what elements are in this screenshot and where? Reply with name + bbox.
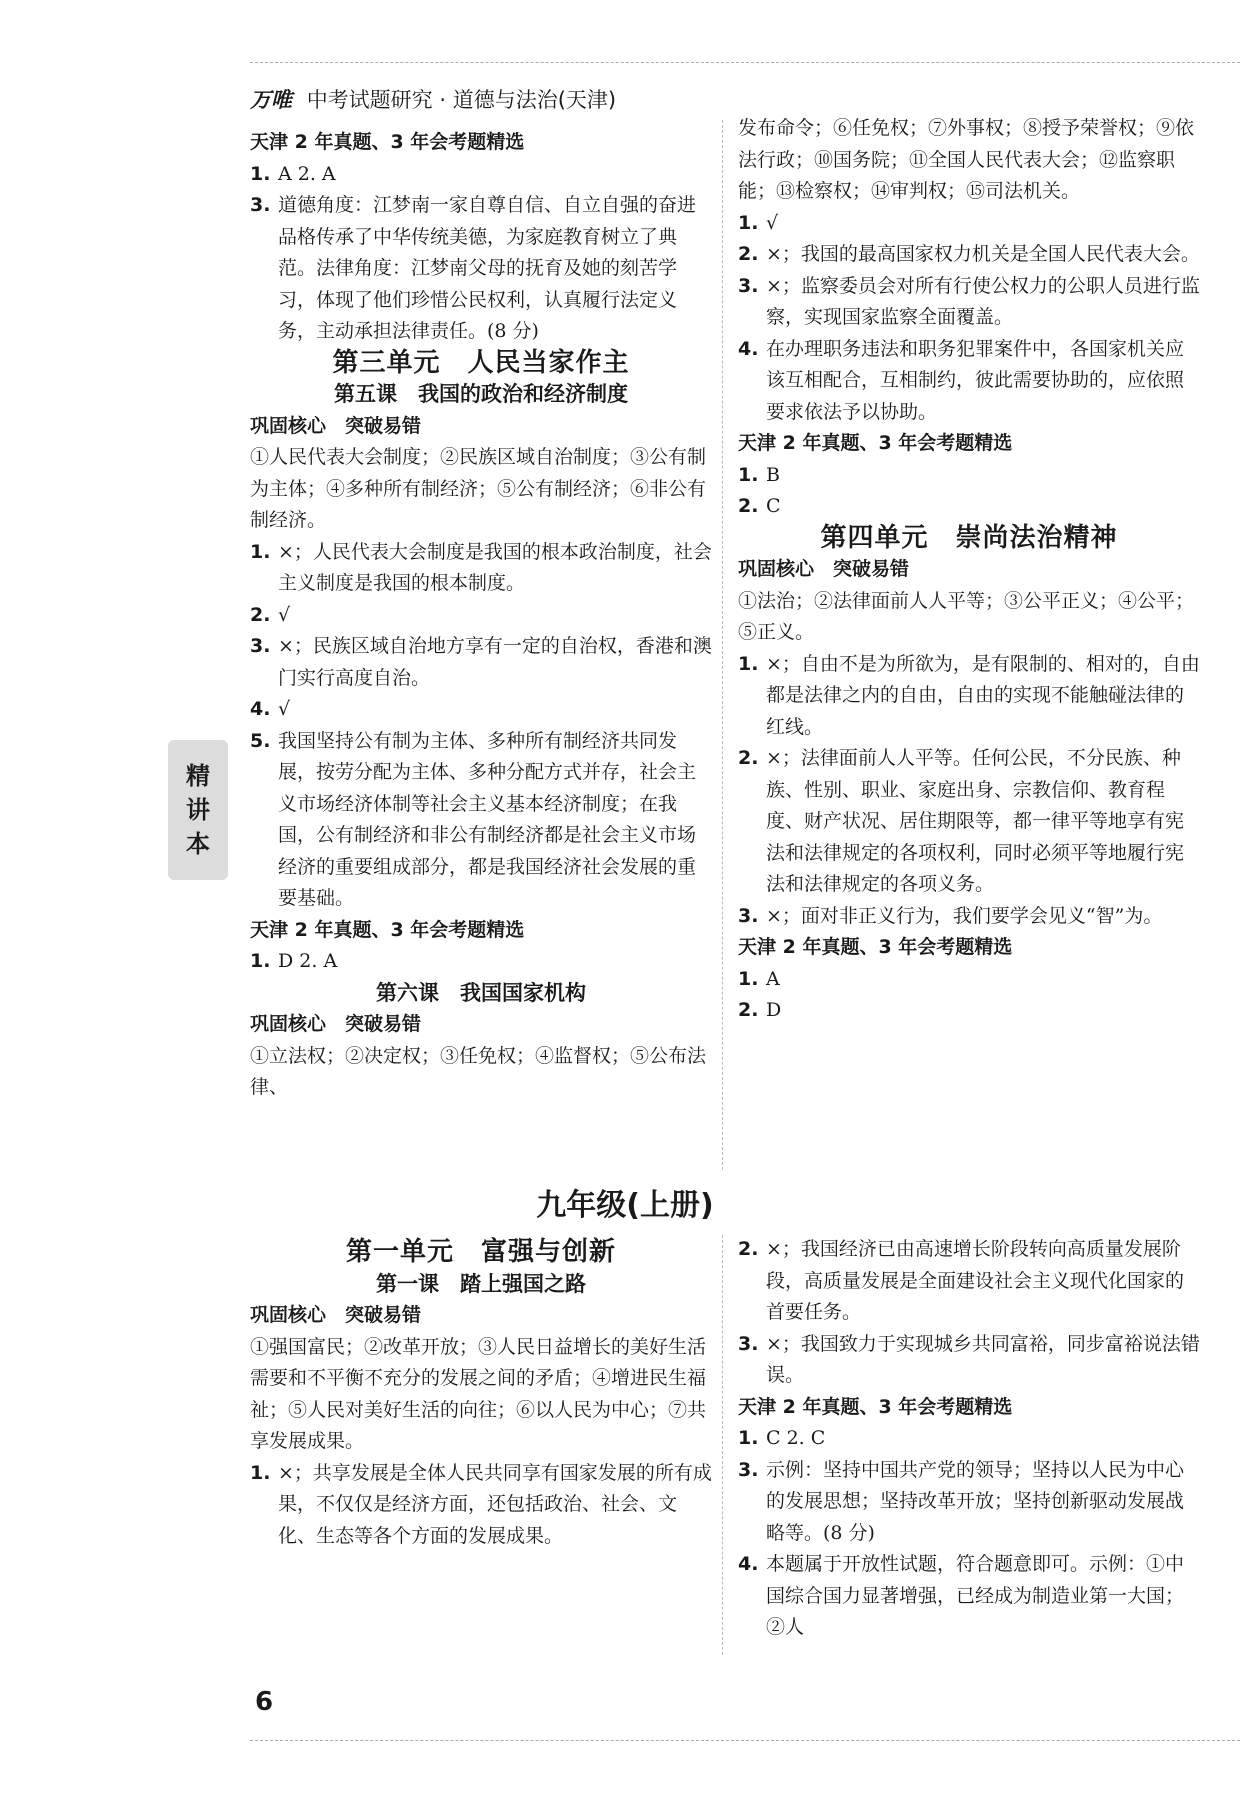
left-column-top <box>250 127 712 1104</box>
answer-item: 1. B <box>738 463 780 486</box>
top-rule <box>250 62 1240 63</box>
fill-answers: ①立法权；②决定权；③任免权；④监督权；⑤公布法律、 <box>250 1044 707 1098</box>
page-number: 6 <box>255 1687 274 1717</box>
section-heading: 巩固核心 突破易错 <box>250 414 422 437</box>
column-divider <box>722 120 723 1170</box>
answer-item: 4. √ <box>250 698 291 720</box>
answer-item: 1. D 2. A <box>250 950 338 972</box>
answer-item: 1. A <box>738 967 780 990</box>
fill-answers: 发布命令；⑥任免权；⑦外事权；⑧授予荣誉权；⑨依法行政；⑩国务院；⑪全国人民代表大会；⑫监察职能；⑬检察权；⑭审判权；⑮司法机关。 <box>738 117 1195 202</box>
brand-logo: 万唯 <box>250 88 292 112</box>
side-tab-char: 讲 <box>186 796 210 824</box>
fill-answers: ①法治；②法律面前人人平等；③公平正义；④公平；⑤正义。 <box>738 589 1195 643</box>
answer-item: 5. 我国坚持公有制为主体、多种所有制经济共同发展，按劳分配为主体、多种分配方式并存，社会主义市场经济体制等社会主义基本经济制度；在我国，公有制经济和非公有制经济都是社会主义市场经济的重要组成部分，都是我国经济社会发展的重要基础。 <box>250 729 697 909</box>
answer-item: 2. ×；我国的最高国家权力机关是全国人民代表大会。 <box>738 243 1200 265</box>
lesson-title: 第六课 我国国家机构 <box>376 980 586 1005</box>
section-heading: 天津 2 年真题、3 年会考题精选 <box>250 918 525 941</box>
left-column-bottom <box>250 1237 712 1552</box>
right-column-bottom <box>738 1234 1200 1644</box>
answer-item: 3. ×；面对非正义行为，我们要学会见义“智”为。 <box>738 904 1163 927</box>
lesson-title: 第一课 踏上强国之路 <box>376 1271 586 1296</box>
answer-item: 2. D <box>738 999 782 1021</box>
answer-item: 2. √ <box>250 603 291 626</box>
answer-item: 4. 本题属于开放性试题，符合题意即可。示例：①中国综合国力显著增强，已经成为制造业第一大国；②人 <box>738 1553 1185 1638</box>
unit-title: 第一单元 富强与创新 <box>345 1237 616 1267</box>
grade-title: 九年级(上册) <box>536 1188 714 1223</box>
unit-title: 第四单元 崇尚法治精神 <box>820 522 1118 553</box>
answer-item: 3. ×；我国致力于实现城乡共同富裕，同步富裕说法错误。 <box>738 1332 1200 1386</box>
answer-item: 1. √ <box>738 211 779 234</box>
answer-item: 2. C <box>738 495 781 517</box>
header-title: 中考试题研究 · 道德与法治(天津) <box>306 88 617 112</box>
answer-item: 1. ×；共享发展是全体人民共同享有国家发展的所有成果，不仅仅是经济方面，还包括政治、社会、文化、生态等各个方面的发展成果。 <box>250 1461 712 1547</box>
right-column-top <box>738 113 1200 1027</box>
answer-item: 3. ×；监察委员会对所有行使公权力的公职人员进行监察，实现国家监察全面覆盖。 <box>738 274 1200 328</box>
section-heading: 天津 2 年真题、3 年会考题精选 <box>250 131 525 153</box>
unit-title: 第三单元 人民当家作主 <box>332 347 630 378</box>
section-heading: 天津 2 年真题、3 年会考题精选 <box>738 936 1013 958</box>
section-heading: 天津 2 年真题、3 年会考题精选 <box>738 1395 1013 1418</box>
answer-item: 3. 道德角度：江梦南一家自尊自信、自立自强的奋进品格传承了中华传统美德，为家庭教育树立了典范。法律角度：江梦南父母的抚育及她的刻苦学习，体现了他们珍惜公民权利，认真履行法定义务，主动承担法律责任。(8 分) <box>250 194 697 342</box>
section-heading: 巩固核心 突破易错 <box>250 1304 422 1326</box>
answer-item: 3. 示例：坚持中国共产党的领导；坚持以人民为中心的发展思想；坚持改革开放；坚持创新驱动发展战略等。(8 分) <box>738 1458 1185 1544</box>
answer-item: 1. C 2. C <box>738 1427 826 1449</box>
answer-item: 2. ×；法律面前人人平等。任何公民，不分民族、种族、性别、职业、家庭出身、宗教信仰、教育程度、财产状况、居住期限等，都一律平等地享有宪法和法律规定的各项权利，同时必须平等地履行宪法和法律规定的各项义务。 <box>738 747 1185 895</box>
answer-item: 1. A 2. A <box>250 162 336 185</box>
bottom-rule <box>250 1740 1240 1741</box>
answer-item: 1. ×；自由不是为所欲为，是有限制的、相对的，自由都是法律之内的自由，自由的实现不能触碰法律的红线。 <box>738 652 1200 738</box>
side-tab-char: 精 <box>186 762 210 790</box>
side-tab <box>168 740 228 880</box>
answer-item: 2. ×；我国经济已由高速增长阶段转向高质量发展阶段，高质量发展是全面建设社会主义现代化国家的首要任务。 <box>738 1238 1185 1323</box>
fill-answers: ①人民代表大会制度；②民族区域自治制度；③公有制为主体；④多种所有制经济；⑤公有制经济；⑥非公有制经济。 <box>250 446 707 531</box>
answer-item: 3. ×；民族区域自治地方享有一定的自治权，香港和澳门实行高度自治。 <box>250 635 712 689</box>
section-heading: 天津 2 年真题、3 年会考题精选 <box>738 432 1013 454</box>
page-header <box>250 84 616 114</box>
lesson-title: 第五课 我国的政治和经济制度 <box>334 382 628 406</box>
answer-item: 4. 在办理职务违法和职务犯罪案件中，各国家机关应该互相配合，互相制约，彼此需要协助的，应依照要求依法予以协助。 <box>738 337 1185 423</box>
section-heading: 巩固核心 突破易错 <box>738 558 910 580</box>
section-heading: 巩固核心 突破易错 <box>250 1013 422 1035</box>
fill-answers: ①强国富民；②改革开放；③人民日益增长的美好生活需要和不平衡不充分的发展之间的矛盾；④增进民生福祉；⑤人民对美好生活的向往；⑥以人民为中心；⑦共享发展成果。 <box>250 1335 707 1452</box>
column-divider <box>722 1235 723 1655</box>
side-tab-char: 本 <box>186 830 210 858</box>
answer-item: 1. ×；人民代表大会制度是我国的根本政治制度，社会主义制度是我国的根本制度。 <box>250 540 712 594</box>
